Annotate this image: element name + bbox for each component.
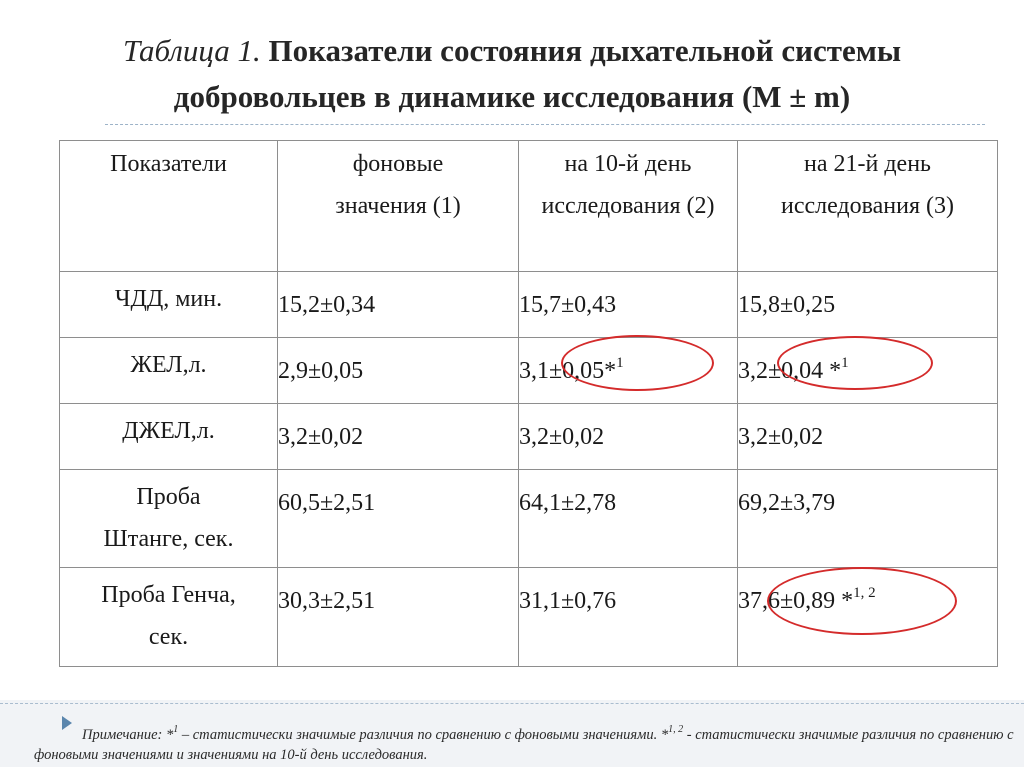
value-cell: 30,3±2,51 (278, 568, 519, 667)
value-cell: 2,9±0,05 (278, 338, 519, 404)
value-cell: 3,1±0,05*$^1$ (519, 338, 738, 404)
table-row (60, 404, 998, 470)
value-cell: 3,2±0,02 (738, 404, 998, 470)
footnote: Примечание: *$^1$ – статистически значимые различия по сравнению с фоновыми значениями. *$^{1, 2}$ - статистически значимые различия по сравнению с фоновыми значениями и значениями на 10-й день исследования. (34, 724, 1014, 763)
page-title (60, 28, 964, 120)
value-cell: 31,1±0,76 (519, 568, 738, 667)
table-row (60, 272, 998, 338)
value-cell: 15,8±0,25 (738, 272, 998, 338)
header-cell: Показатели (60, 141, 278, 272)
header-cell: фоновые значения (1) (278, 141, 519, 272)
value-cell: 37,6±0,89 *$^{1, 2}$ (738, 568, 998, 667)
row-parameter: Проба Генча, сек. (60, 568, 278, 667)
table-number: Таблица 1. (122, 33, 261, 68)
value-cell: 3,2±0,04 *$^1$ (738, 338, 998, 404)
row-parameter: Проба Штанге, сек. (60, 470, 278, 568)
value-cell: 64,1±2,78 (519, 470, 738, 568)
row-parameter: ЧДД, мин. (60, 272, 278, 338)
value-cell: 15,2±0,34 (278, 272, 519, 338)
row-parameter: ДЖЕЛ,л. (60, 404, 278, 470)
table-header-row (60, 141, 998, 272)
table-caption: Показатели состояния дыхательной системы добровольцев в динамике исследования (М ± m) (173, 33, 902, 114)
bottom-divider (0, 703, 1024, 704)
header-cell: на 21-й день исследования (3) (738, 141, 998, 272)
header-cell: на 10-й день исследования (2) (519, 141, 738, 272)
top-divider (105, 124, 985, 125)
table-row (60, 338, 998, 404)
value-cell: 3,2±0,02 (519, 404, 738, 470)
data-table (59, 140, 998, 667)
value-cell: 15,7±0,43 (519, 272, 738, 338)
table-row (60, 470, 998, 568)
value-cell: 69,2±3,79 (738, 470, 998, 568)
row-parameter: ЖЕЛ,л. (60, 338, 278, 404)
value-cell: 3,2±0,02 (278, 404, 519, 470)
table-row (60, 568, 998, 667)
value-cell: 60,5±2,51 (278, 470, 519, 568)
